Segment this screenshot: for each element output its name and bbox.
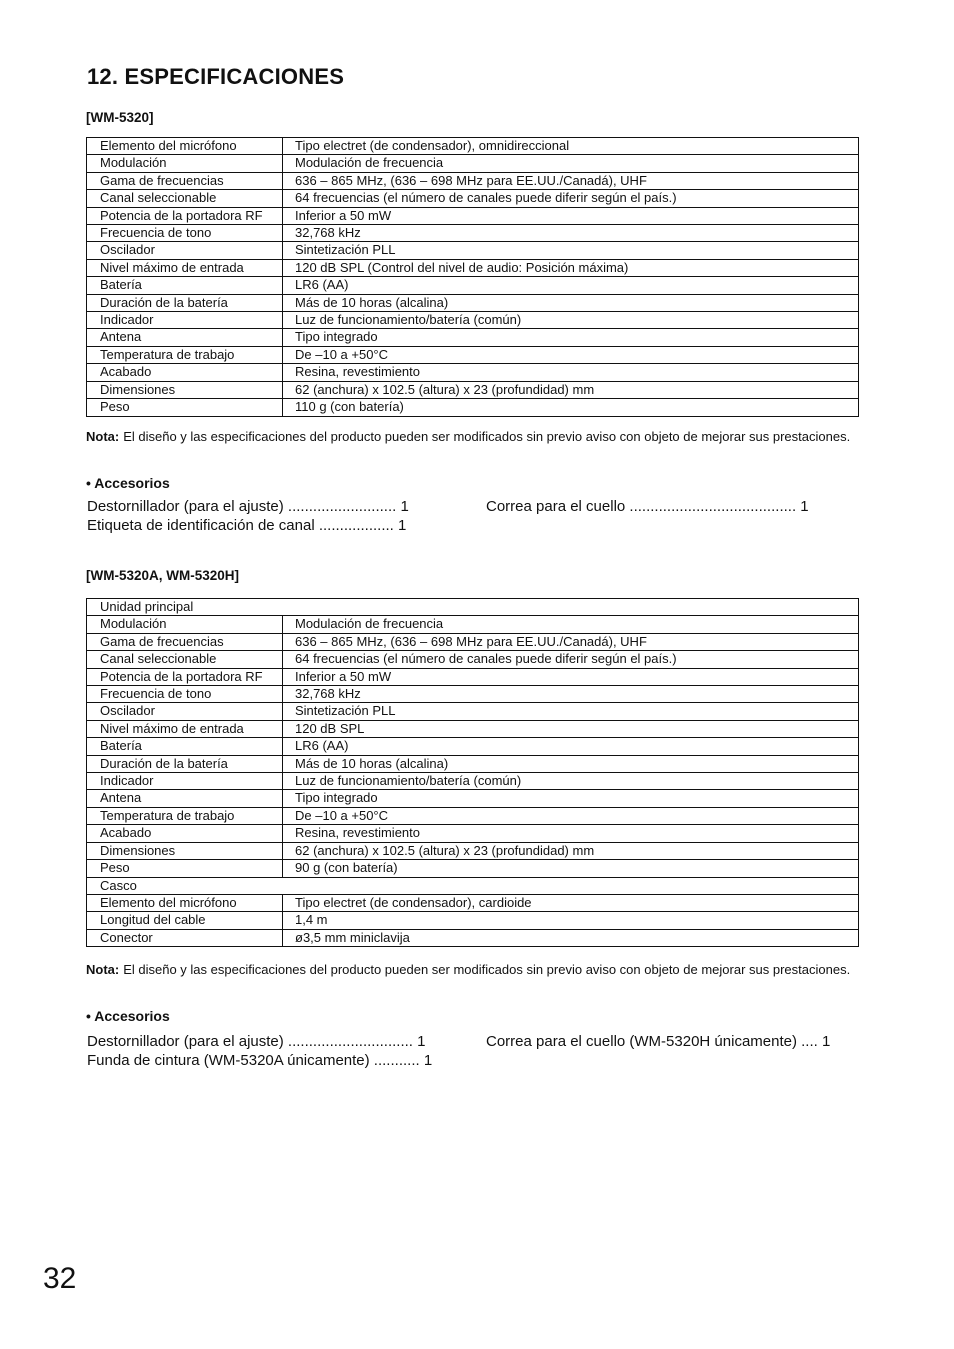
spec-label: Potencia de la portadora RF bbox=[87, 668, 283, 685]
spec-value: Modulación de frecuencia bbox=[283, 616, 859, 633]
spec-value: De –10 a +50°C bbox=[283, 807, 859, 824]
spec-label: Elemento del micrófono bbox=[87, 894, 283, 911]
spec-label: Canal seleccionable bbox=[87, 651, 283, 668]
spec-label: Antena bbox=[87, 329, 283, 346]
spec-value: De –10 a +50°C bbox=[283, 346, 859, 363]
table-row bbox=[87, 346, 859, 363]
spec-value: LR6 (AA) bbox=[283, 277, 859, 294]
spec-label: Frecuencia de tono bbox=[87, 686, 283, 703]
spec-label: Acabado bbox=[87, 825, 283, 842]
table-row bbox=[87, 842, 859, 859]
spec-label: Gama de frecuencias bbox=[87, 633, 283, 650]
accessory-item: Destornillador (para el ajuste) .............................. 1 bbox=[87, 1033, 426, 1050]
table-row bbox=[87, 668, 859, 685]
spec-label: Temperatura de trabajo bbox=[87, 346, 283, 363]
table-row bbox=[87, 825, 859, 842]
spec-value: 32,768 kHz bbox=[283, 686, 859, 703]
spec-value: Más de 10 horas (alcalina) bbox=[283, 755, 859, 772]
spec-label: Peso bbox=[87, 860, 283, 877]
table-row bbox=[87, 138, 859, 155]
spec-value: 120 dB SPL (Control del nivel de audio: Posición máxima) bbox=[283, 259, 859, 276]
table-row bbox=[87, 399, 859, 416]
spec-label: Indicador bbox=[87, 312, 283, 329]
spec-value: 110 g (con batería) bbox=[283, 399, 859, 416]
page-number: 32 bbox=[43, 1262, 77, 1295]
spec-label: Batería bbox=[87, 738, 283, 755]
spec-value: Inferior a 50 mW bbox=[283, 207, 859, 224]
spec-label: Frecuencia de tono bbox=[87, 225, 283, 242]
spec-label: Duración de la batería bbox=[87, 294, 283, 311]
spec-value: 90 g (con batería) bbox=[283, 860, 859, 877]
table-row bbox=[87, 616, 859, 633]
accessory-item: Destornillador (para el ajuste) .......................... 1 bbox=[87, 498, 409, 515]
table-row bbox=[87, 242, 859, 259]
accessory-item: Funda de cintura (WM-5320A únicamente) ........... 1 bbox=[87, 1052, 433, 1069]
spec-label: Conector bbox=[87, 929, 283, 946]
spec-label: Oscilador bbox=[87, 703, 283, 720]
spec-label: Canal seleccionable bbox=[87, 190, 283, 207]
spec-value: 62 (anchura) x 102.5 (altura) x 23 (profundidad) mm bbox=[283, 842, 859, 859]
spec-label: Antena bbox=[87, 790, 283, 807]
table-row bbox=[87, 364, 859, 381]
spec-value: Tipo integrado bbox=[283, 329, 859, 346]
spec-value: 636 – 865 MHz, (636 – 698 MHz para EE.UU./Canadá), UHF bbox=[283, 633, 859, 650]
spec-value: Modulación de frecuencia bbox=[283, 155, 859, 172]
table-row bbox=[87, 790, 859, 807]
spec-label: Longitud del cable bbox=[87, 912, 283, 929]
spec-value: Tipo integrado bbox=[283, 790, 859, 807]
spec-value: LR6 (AA) bbox=[283, 738, 859, 755]
spec-label: Modulación bbox=[87, 155, 283, 172]
spec-table-wm5320 bbox=[86, 137, 859, 417]
spec-value: 64 frecuencias (el número de canales puede diferir según el país.) bbox=[283, 651, 859, 668]
spec-value: Sintetización PLL bbox=[283, 242, 859, 259]
note-text: El diseño y las especificaciones del producto pueden ser modificados sin previo aviso con objeto de mejorar sus prestaciones. bbox=[123, 429, 851, 444]
table-row bbox=[87, 773, 859, 790]
spec-value: 636 – 865 MHz, (636 – 698 MHz para EE.UU./Canadá), UHF bbox=[283, 172, 859, 189]
spec-label: Oscilador bbox=[87, 242, 283, 259]
spec-label: Duración de la batería bbox=[87, 755, 283, 772]
spec-label: Nivel máximo de entrada bbox=[87, 259, 283, 276]
table-row bbox=[87, 929, 859, 946]
spec-value: 64 frecuencias (el número de canales puede diferir según el país.) bbox=[283, 190, 859, 207]
spec-value: 1,4 m bbox=[283, 912, 859, 929]
table-row bbox=[87, 720, 859, 737]
spec-value: Tipo electret (de condensador), cardioide bbox=[283, 894, 859, 911]
spec-value: ø3,5 mm miniclavija bbox=[283, 929, 859, 946]
section-heading-wm5320ah: [WM-5320A, WM-5320H] bbox=[86, 568, 240, 583]
spec-value: Resina, revestimiento bbox=[283, 364, 859, 381]
table-row bbox=[87, 686, 859, 703]
table-row bbox=[87, 860, 859, 877]
spec-label: Temperatura de trabajo bbox=[87, 807, 283, 824]
table-row bbox=[87, 294, 859, 311]
spec-value: Luz de funcionamiento/batería (común) bbox=[283, 312, 859, 329]
note-label: Nota: bbox=[86, 429, 120, 444]
accessories-heading-wm5320ah: • Accesorios bbox=[86, 1008, 170, 1024]
table-row bbox=[87, 651, 859, 668]
spec-label: Peso bbox=[87, 399, 283, 416]
table-group-row bbox=[87, 599, 859, 616]
spec-label: Batería bbox=[87, 277, 283, 294]
table-row bbox=[87, 225, 859, 242]
spec-value: 120 dB SPL bbox=[283, 720, 859, 737]
spec-label: Dimensiones bbox=[87, 381, 283, 398]
spec-value: Inferior a 50 mW bbox=[283, 668, 859, 685]
spec-label: Nivel máximo de entrada bbox=[87, 720, 283, 737]
table-row bbox=[87, 190, 859, 207]
accessory-item: Correa para el cuello (WM-5320H únicamente) .... 1 bbox=[486, 1033, 831, 1050]
note-wm5320ah bbox=[86, 962, 860, 978]
spec-label: Acabado bbox=[87, 364, 283, 381]
spec-value: 32,768 kHz bbox=[283, 225, 859, 242]
table-row bbox=[87, 755, 859, 772]
note-wm5320 bbox=[86, 429, 860, 445]
page-title: 12. ESPECIFICACIONES bbox=[87, 64, 345, 89]
table-group-row bbox=[87, 877, 859, 894]
accessories-heading-wm5320: • Accesorios bbox=[86, 475, 170, 491]
table-row bbox=[87, 207, 859, 224]
spec-label: Potencia de la portadora RF bbox=[87, 207, 283, 224]
spec-value: Más de 10 horas (alcalina) bbox=[283, 294, 859, 311]
table-row bbox=[87, 172, 859, 189]
table-row bbox=[87, 312, 859, 329]
table-row bbox=[87, 807, 859, 824]
group-label: Unidad principal bbox=[87, 599, 859, 616]
group-label: Casco bbox=[87, 877, 859, 894]
spec-value: Sintetización PLL bbox=[283, 703, 859, 720]
table-row bbox=[87, 912, 859, 929]
section-heading-wm5320: [WM-5320] bbox=[86, 110, 154, 125]
accessory-item: Etiqueta de identificación de canal .................. 1 bbox=[87, 517, 407, 534]
table-row bbox=[87, 381, 859, 398]
table-row bbox=[87, 329, 859, 346]
spec-label: Dimensiones bbox=[87, 842, 283, 859]
table-row bbox=[87, 633, 859, 650]
table-row bbox=[87, 738, 859, 755]
table-row bbox=[87, 259, 859, 276]
table-row bbox=[87, 703, 859, 720]
spec-label: Elemento del micrófono bbox=[87, 138, 283, 155]
table-row bbox=[87, 155, 859, 172]
table-row bbox=[87, 894, 859, 911]
spec-value: Resina, revestimiento bbox=[283, 825, 859, 842]
note-label: Nota: bbox=[86, 962, 120, 977]
spec-value: 62 (anchura) x 102.5 (altura) x 23 (profundidad) mm bbox=[283, 381, 859, 398]
spec-label: Gama de frecuencias bbox=[87, 172, 283, 189]
spec-label: Modulación bbox=[87, 616, 283, 633]
accessory-item: Correa para el cuello ........................................ 1 bbox=[486, 498, 809, 515]
spec-value: Tipo electret (de condensador), omnidireccional bbox=[283, 138, 859, 155]
spec-value: Luz de funcionamiento/batería (común) bbox=[283, 773, 859, 790]
note-text: El diseño y las especificaciones del producto pueden ser modificados sin previo aviso con objeto de mejorar sus prestaciones. bbox=[123, 962, 851, 977]
spec-table-wm5320ah bbox=[86, 598, 859, 947]
table-row bbox=[87, 277, 859, 294]
spec-label: Indicador bbox=[87, 773, 283, 790]
